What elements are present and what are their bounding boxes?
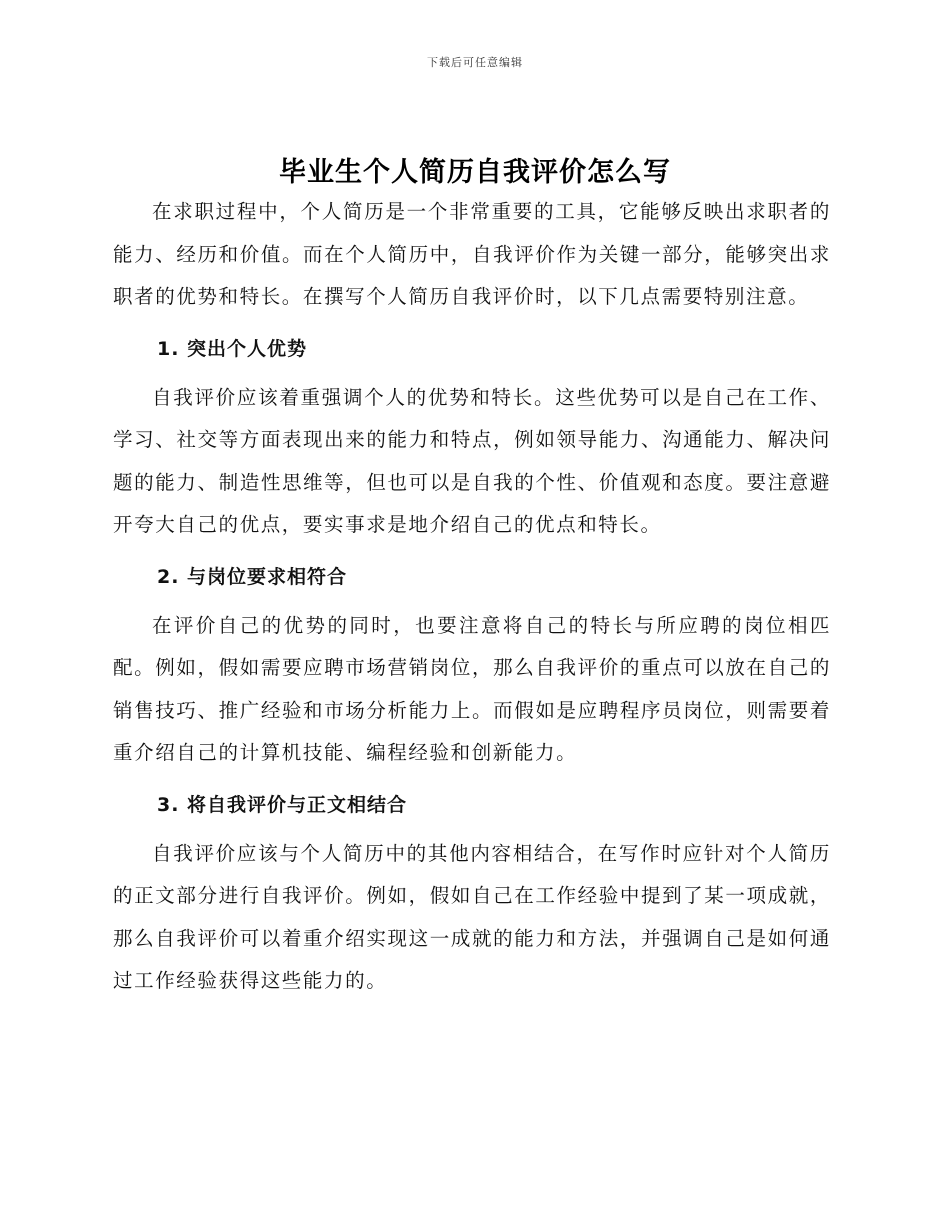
section-heading-1: 1. 突出个人优势	[157, 337, 308, 360]
section-paragraph-3: 自我评价应该与个人简历中的其他内容相结合，在写作时应针对个人简历的正文部分进行自我评价。例如，假如自己在工作经验中提到了某一项成就，那么自我评价可以着重介绍实现这一成就的能力和方法，并强调自己是如何通过工作经验获得这些能力的。	[113, 841, 831, 992]
section-heading-3: 3. 将自我评价与正文相结合	[157, 793, 408, 816]
section-paragraph-1: 自我评价应该着重强调个人的优势和特长。这些优势可以是自己在工作、学习、社交等方面表现出来的能力和特点，例如领导能力、沟通能力、解决问题的能力、制造性思维等，但也可以是自我的个性、价值观和态度。要注意避开夸大自己的优点，要实事求是地介绍自己的优点和特长。	[113, 385, 831, 536]
section-paragraph-2: 在评价自己的优势的同时，也要注意将自己的特长与所应聘的岗位相匹配。例如，假如需要应聘市场营销岗位，那么自我评价的重点可以放在自己的销售技巧、推广经验和市场分析能力上。而假如是应聘程序员岗位，则需要着重介绍自己的计算机技能、编程经验和创新能力。	[113, 613, 831, 764]
header-note: 下载后可任意编辑	[427, 56, 523, 69]
document-title: 毕业生个人简历自我评价怎么写	[279, 157, 671, 188]
section-heading-2: 2. 与岗位要求相符合	[157, 565, 348, 588]
document-body	[113, 191, 831, 1003]
intro-paragraph: 在求职过程中，个人简历是一个非常重要的工具，它能够反映出求职者的能力、经历和价值。而在个人简历中，自我评价作为关键一部分，能够突出求职者的优势和特长。在撰写个人简历自我评价时，以下几点需要特别注意。	[113, 200, 831, 308]
